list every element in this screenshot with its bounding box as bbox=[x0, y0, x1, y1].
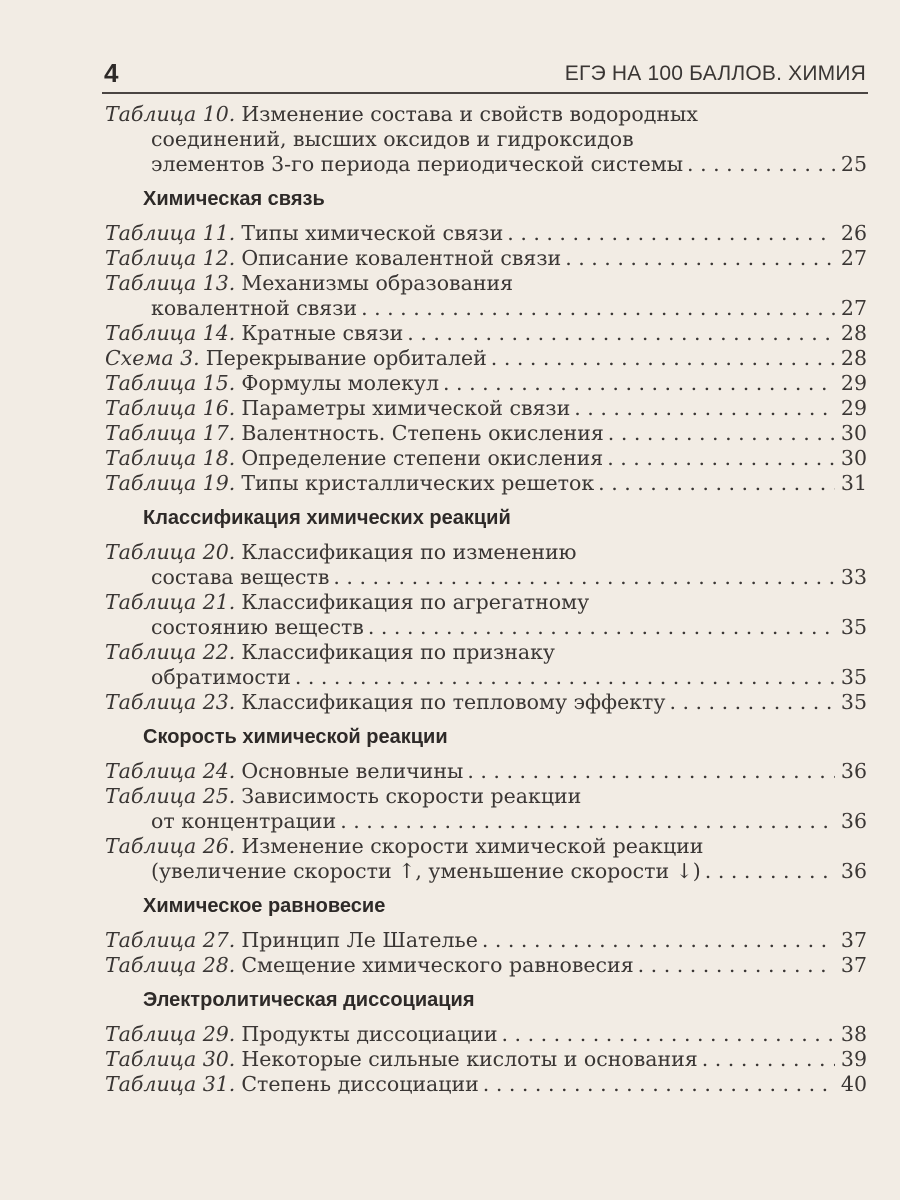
entry-page-number: 27 bbox=[840, 296, 867, 320]
toc-entry bbox=[105, 446, 867, 471]
toc-entry bbox=[105, 759, 867, 784]
entry-page-number: 35 bbox=[840, 665, 867, 689]
entry-page-number: 27 bbox=[840, 246, 867, 270]
toc-entry-line bbox=[105, 221, 867, 246]
entry-title: Некоторые сильные кислоты и основания bbox=[241, 1047, 698, 1071]
entry-page-number: 29 bbox=[840, 396, 867, 420]
entry-label: Таблица 22. bbox=[105, 640, 236, 664]
section-heading: Классификация химических реакций bbox=[143, 507, 511, 529]
entry-label: Таблица 24. bbox=[105, 759, 236, 783]
entry-title: Описание ковалентной связи bbox=[241, 246, 562, 270]
toc-entry-line bbox=[105, 1022, 867, 1047]
toc-entry-line bbox=[105, 784, 867, 809]
toc-entry-line bbox=[105, 928, 867, 953]
dot-leader bbox=[483, 1072, 835, 1097]
dot-leader bbox=[491, 346, 835, 371]
toc-entry bbox=[105, 640, 867, 690]
entry-page-number: 38 bbox=[840, 1022, 867, 1046]
toc-entry bbox=[105, 834, 867, 884]
toc-entry-line bbox=[105, 446, 867, 471]
entry-title: соединений, высших оксидов и гидроксидов bbox=[151, 127, 634, 151]
dot-leader bbox=[565, 246, 835, 271]
entry-page-number: 37 bbox=[840, 953, 867, 977]
toc-entry-line bbox=[105, 640, 867, 665]
dot-leader bbox=[687, 152, 835, 177]
entry-title: Изменение скорости химической реакции bbox=[241, 834, 704, 858]
dot-leader bbox=[598, 471, 835, 496]
entry-title: состава веществ bbox=[151, 565, 330, 589]
dot-leader bbox=[467, 759, 835, 784]
entry-title: Классификация по изменению bbox=[241, 540, 577, 564]
entry-label: Таблица 11. bbox=[105, 221, 236, 245]
entry-page-number: 26 bbox=[840, 221, 867, 245]
toc-entry bbox=[105, 1047, 867, 1072]
dot-leader bbox=[574, 396, 835, 421]
entry-label: Таблица 31. bbox=[105, 1072, 236, 1096]
toc-entry-line bbox=[105, 271, 867, 296]
entry-title: Классификация по признаку bbox=[241, 640, 555, 664]
entry-page-number: 31 bbox=[840, 471, 867, 495]
dot-leader bbox=[702, 1047, 835, 1072]
page-number: 4 bbox=[104, 58, 119, 88]
dot-leader bbox=[443, 371, 835, 396]
section-heading: Химическое равновесие bbox=[143, 895, 386, 917]
dot-leader bbox=[368, 615, 835, 640]
toc-entry-line bbox=[105, 127, 867, 152]
entry-title: Классификация по агрегатному bbox=[241, 590, 590, 614]
toc-entry bbox=[105, 928, 867, 953]
toc-entry-line bbox=[105, 540, 867, 565]
entry-title: Типы химической связи bbox=[241, 221, 504, 245]
entry-title: Классификация по тепловому эффекту bbox=[241, 690, 666, 714]
entry-title: Определение степени окисления bbox=[241, 446, 604, 470]
entry-title: Изменение состава и свойств водородных bbox=[241, 102, 698, 126]
section-heading: Электролитическая диссоциация bbox=[143, 989, 475, 1011]
dot-leader bbox=[705, 859, 835, 884]
entry-label: Таблица 19. bbox=[105, 471, 236, 495]
entry-page-number: 30 bbox=[840, 421, 867, 445]
entry-page-number: 30 bbox=[840, 446, 867, 470]
toc-entry-line bbox=[105, 690, 867, 715]
toc-entry-line bbox=[105, 102, 867, 127]
toc-entry bbox=[105, 471, 867, 496]
entry-title: от концентрации bbox=[151, 809, 337, 833]
dot-leader bbox=[507, 221, 835, 246]
toc-entry bbox=[105, 784, 867, 834]
entry-label: Таблица 21. bbox=[105, 590, 236, 614]
toc-entry bbox=[105, 396, 867, 421]
toc-entry-line bbox=[105, 246, 867, 271]
toc-entry bbox=[105, 953, 867, 978]
toc-entry bbox=[105, 321, 867, 346]
toc-entry-line bbox=[105, 152, 867, 177]
toc-entry bbox=[105, 1072, 867, 1097]
entry-page-number: 28 bbox=[840, 346, 867, 370]
toc-entry-line bbox=[105, 346, 867, 371]
running-header-title: ЕГЭ НА 100 БАЛЛОВ. ХИМИЯ bbox=[564, 62, 866, 85]
entry-label: Таблица 25. bbox=[105, 784, 236, 808]
toc-entry bbox=[105, 590, 867, 640]
entry-title: Зависимость скорости реакции bbox=[241, 784, 582, 808]
toc-entry-line bbox=[105, 371, 867, 396]
toc-entry-line bbox=[105, 809, 867, 834]
entry-title: Валентность. Степень окисления bbox=[241, 421, 604, 445]
entry-page-number: 33 bbox=[840, 565, 867, 589]
dot-leader bbox=[295, 665, 835, 690]
dot-leader bbox=[333, 565, 835, 590]
toc-entry-line bbox=[105, 590, 867, 615]
entry-page-number: 37 bbox=[840, 928, 867, 952]
entry-label: Таблица 12. bbox=[105, 246, 236, 270]
toc-entry-line bbox=[105, 1047, 867, 1072]
toc-entry-line bbox=[105, 953, 867, 978]
entry-title: Кратные связи bbox=[241, 321, 404, 345]
entry-label: Таблица 27. bbox=[105, 928, 236, 952]
toc-entry-line bbox=[105, 759, 867, 784]
toc-entry-line bbox=[105, 665, 867, 690]
entry-label: Таблица 17. bbox=[105, 421, 236, 445]
dot-leader bbox=[482, 928, 835, 953]
entry-page-number: 36 bbox=[840, 809, 867, 833]
entry-title: (увеличение скорости ↑, уменьшение скорости ↓) bbox=[151, 859, 701, 883]
entry-label: Таблица 15. bbox=[105, 371, 236, 395]
dot-leader bbox=[608, 421, 835, 446]
entry-label: Таблица 16. bbox=[105, 396, 236, 420]
toc-entry bbox=[105, 540, 867, 590]
toc-entry bbox=[105, 1022, 867, 1047]
entry-title: Механизмы образования bbox=[241, 271, 514, 295]
toc-entry-line bbox=[105, 615, 867, 640]
entry-title: Параметры химической связи bbox=[241, 396, 571, 420]
toc-entry-line bbox=[105, 321, 867, 346]
toc-entry-line bbox=[105, 296, 867, 321]
dot-leader bbox=[607, 446, 835, 471]
entry-page-number: 40 bbox=[840, 1072, 867, 1096]
toc-entry-line bbox=[105, 471, 867, 496]
toc-entry bbox=[105, 221, 867, 246]
entry-title: Типы кристаллических решеток bbox=[241, 471, 595, 495]
toc-entry-line bbox=[105, 1072, 867, 1097]
toc-entry-line bbox=[105, 859, 867, 884]
entry-page-number: 25 bbox=[840, 152, 867, 176]
entry-title: Перекрывание орбиталей bbox=[205, 346, 487, 370]
entry-title: Принцип Ле Шателье bbox=[241, 928, 478, 952]
entry-page-number: 29 bbox=[840, 371, 867, 395]
dot-leader bbox=[638, 953, 835, 978]
entry-label: Таблица 18. bbox=[105, 446, 236, 470]
entry-page-number: 28 bbox=[840, 321, 867, 345]
header-rule bbox=[102, 92, 868, 94]
entry-label: Таблица 13. bbox=[105, 271, 236, 295]
entry-title: ковалентной связи bbox=[151, 296, 358, 320]
section-heading: Скорость химической реакции bbox=[143, 726, 448, 748]
entry-title: обратимости bbox=[151, 665, 291, 689]
dot-leader bbox=[340, 809, 835, 834]
entry-label: Таблица 30. bbox=[105, 1047, 236, 1071]
entry-title: Степень диссоциации bbox=[241, 1072, 479, 1096]
toc-entry-line bbox=[105, 834, 867, 859]
toc-entry-line bbox=[105, 565, 867, 590]
entry-title: элементов 3-го периода периодической системы bbox=[151, 152, 684, 176]
section-heading: Химическая связь bbox=[143, 188, 325, 210]
toc-entry bbox=[105, 371, 867, 396]
toc-entry bbox=[105, 246, 867, 271]
entry-page-number: 36 bbox=[840, 859, 867, 883]
entry-label: Таблица 29. bbox=[105, 1022, 236, 1046]
entry-label: Таблица 14. bbox=[105, 321, 236, 345]
toc-entry bbox=[105, 271, 867, 321]
entry-title: Формулы молекул bbox=[241, 371, 439, 395]
entry-title: Основные величины bbox=[241, 759, 464, 783]
toc-entry bbox=[105, 346, 867, 371]
entry-title: состоянию веществ bbox=[151, 615, 364, 639]
entry-page-number: 35 bbox=[840, 615, 867, 639]
dot-leader bbox=[502, 1022, 835, 1047]
entry-label: Таблица 28. bbox=[105, 953, 236, 977]
dot-leader bbox=[669, 690, 834, 715]
entry-page-number: 36 bbox=[840, 759, 867, 783]
entry-title: Продукты диссоциации bbox=[241, 1022, 498, 1046]
entry-label: Таблица 26. bbox=[105, 834, 236, 858]
entry-label: Схема 3. bbox=[105, 346, 200, 370]
entry-label: Таблица 20. bbox=[105, 540, 236, 564]
entry-page-number: 35 bbox=[840, 690, 867, 714]
toc-entry-line bbox=[105, 396, 867, 421]
toc-entry bbox=[105, 690, 867, 715]
entry-title: Смещение химического равновесия bbox=[241, 953, 634, 977]
dot-leader bbox=[361, 296, 835, 321]
toc-entry-line bbox=[105, 421, 867, 446]
dot-leader bbox=[407, 321, 835, 346]
table-of-contents bbox=[105, 102, 867, 1097]
entry-label: Таблица 10. bbox=[105, 102, 236, 126]
entry-label: Таблица 23. bbox=[105, 690, 236, 714]
entry-page-number: 39 bbox=[840, 1047, 867, 1071]
toc-entry bbox=[105, 102, 867, 177]
toc-entry bbox=[105, 421, 867, 446]
